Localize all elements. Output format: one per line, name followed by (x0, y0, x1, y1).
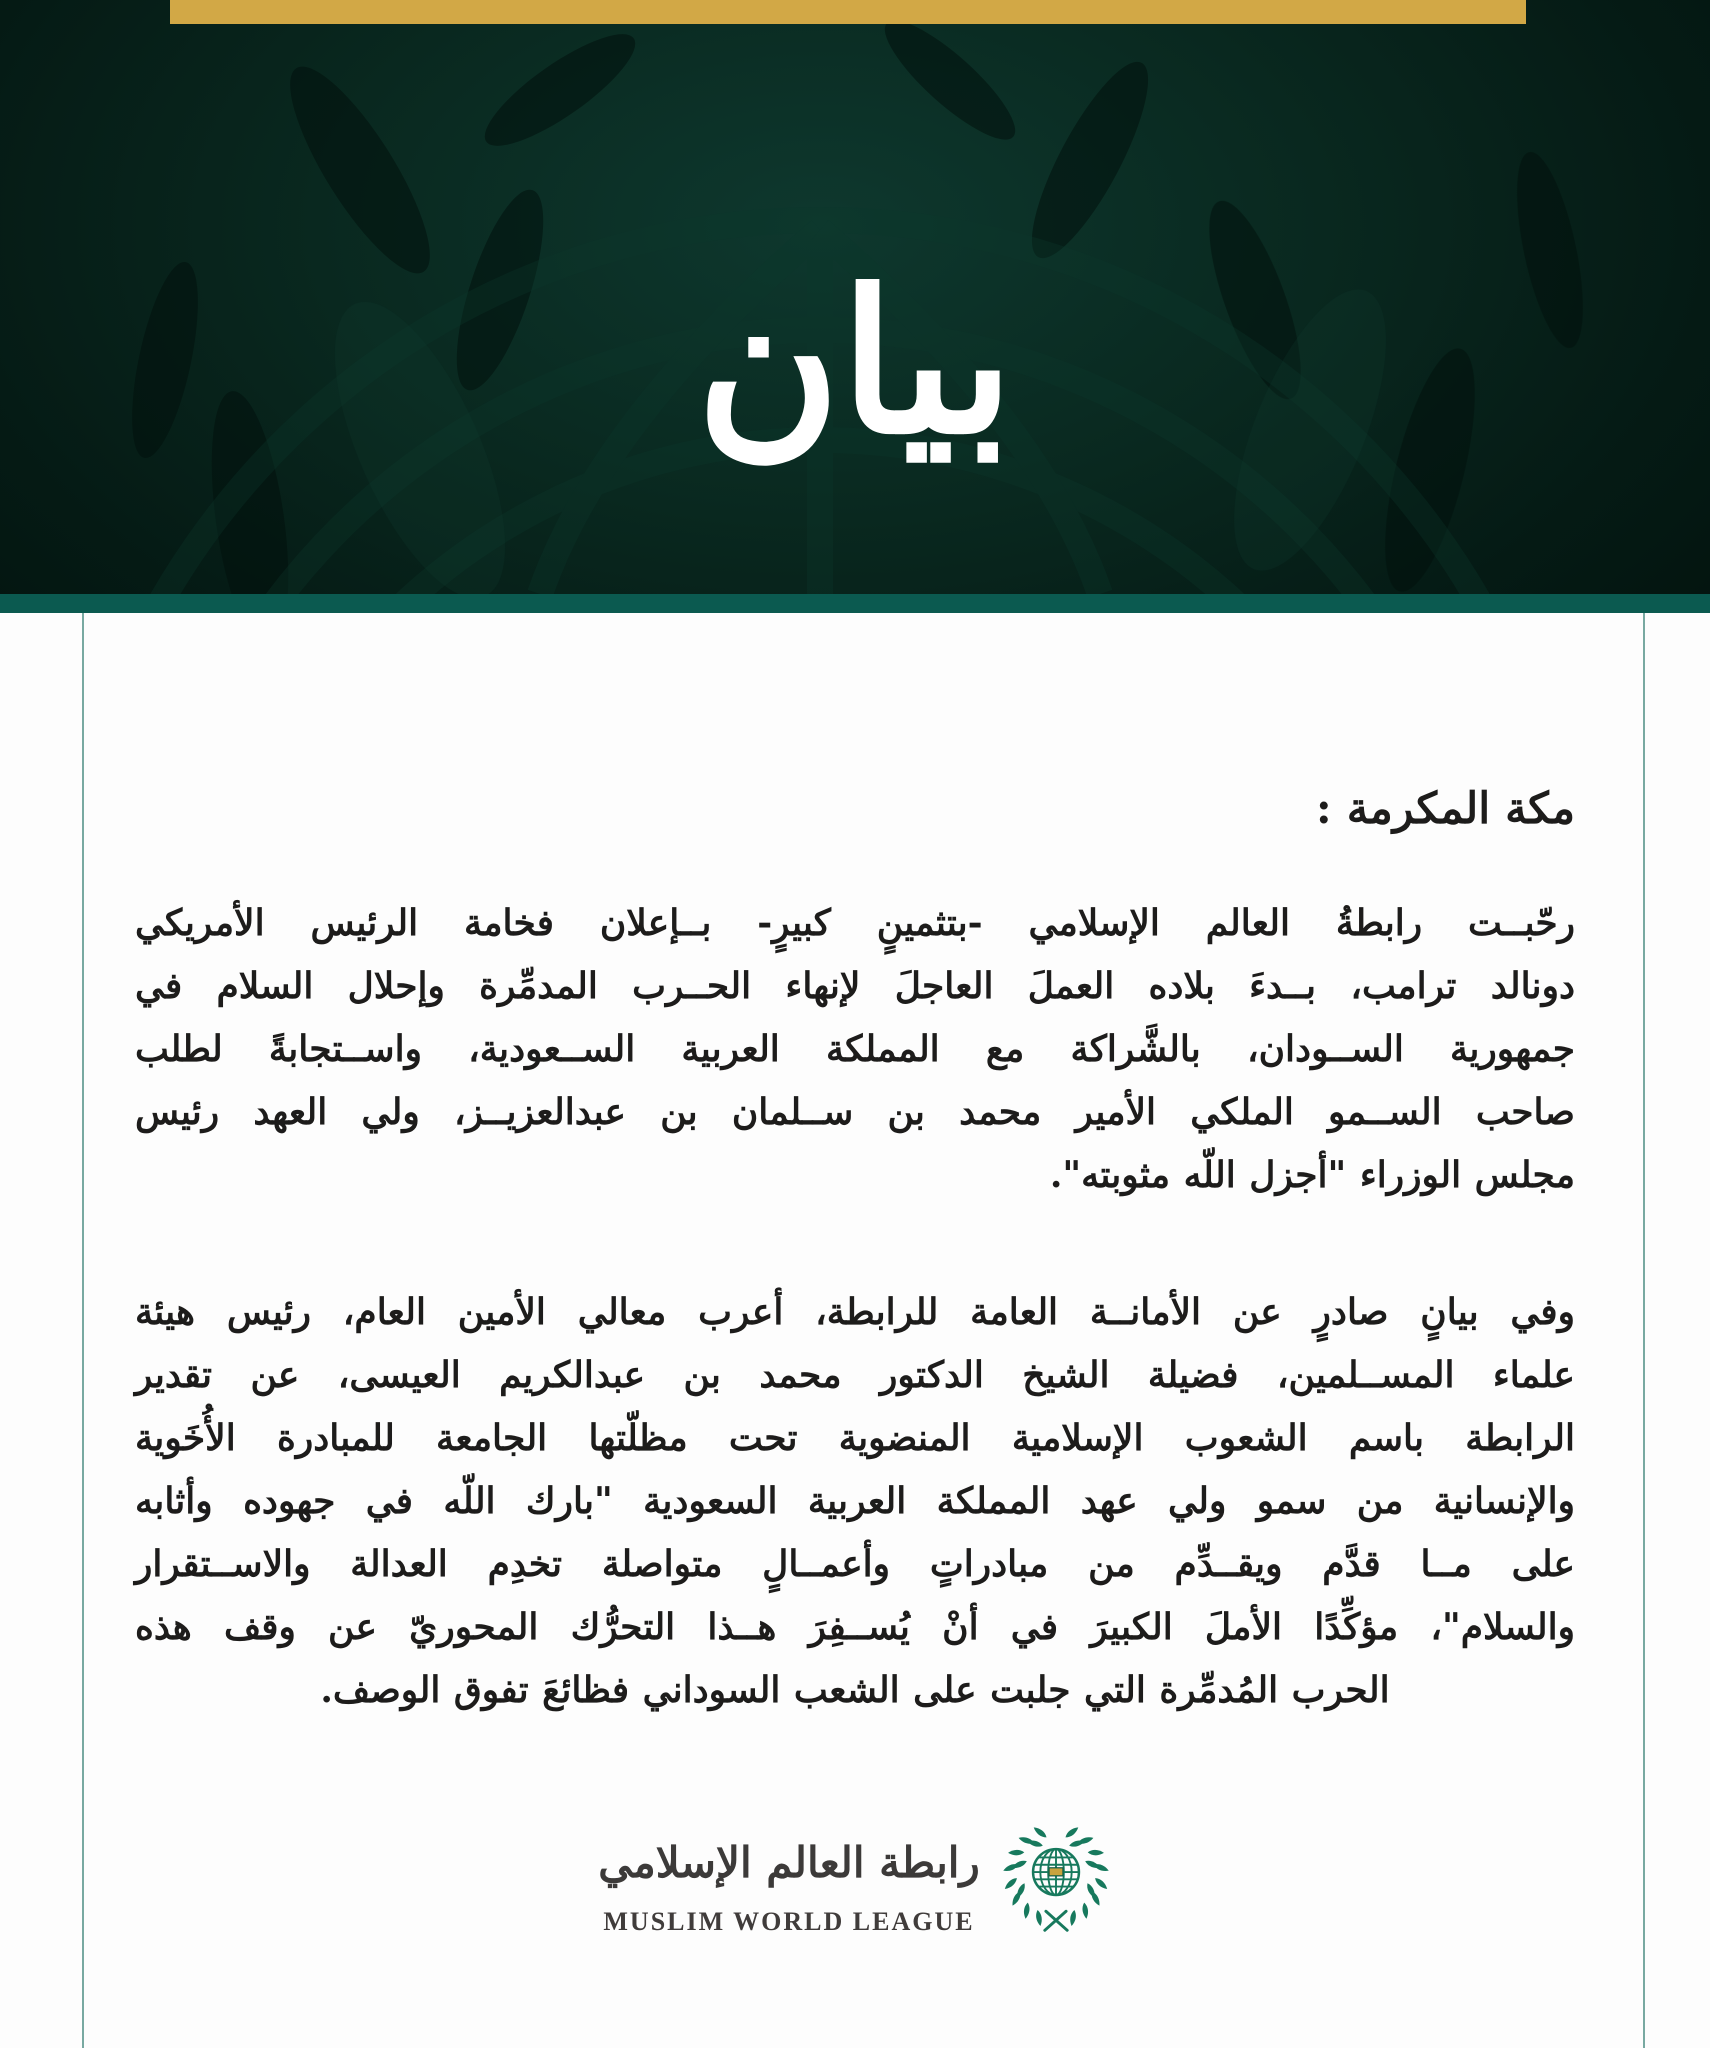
paragraph-line: الحرب المُدمِّرة التي جلبت على الشعب السوداني فظائعَ تفوق الوصف. (320, 1669, 1390, 1711)
header-banner (0, 0, 1710, 594)
gold-top-bar (170, 0, 1526, 24)
paragraph-line: رحّبــت رابطةُ العالم الإسلامي -بتثمينٍ كبيرٍ- بــإعلان فخامة الرئيس الأمريكي (135, 902, 1575, 944)
statement-title-calligraphy: بيان (696, 248, 1014, 478)
paragraph-2 (135, 1281, 1575, 1722)
paragraph-line: مجلس الوزراء "أجزل اللّه مثوبته". (1049, 1154, 1575, 1196)
paragraph-line: على مــا قدَّم ويقــدِّم من مبادراتٍ وأعمــالٍ متواصلة تخدِم العدالة والاســتقرار (135, 1543, 1575, 1585)
paragraph-line: دونالد ترامب، بــدءَ بلاده العملَ العاجلَ لإنهاء الحــرب المدمِّرة وإحلال السلام في (135, 965, 1575, 1007)
mwl-arabic-name: رابطة العالم الإسلامي (598, 1838, 980, 1887)
paragraph-line: صاحب الســمو الملكي الأمير محمد بن ســلمان بن عبدالعزيــز، ولي العهد رئيس (135, 1091, 1575, 1133)
paragraph-line: علماء المســلمين، فضيلة الشيخ الدكتور محمد بن عبدالكريم العيسى، عن تقدير (135, 1354, 1575, 1396)
statement-body (135, 782, 1575, 1722)
paragraph-line: جمهورية الســودان، بالشَّراكة مع المملكة العربية الســعودية، واســتجابةً لطلب (135, 1028, 1575, 1070)
mwl-logo-text (598, 1825, 980, 1937)
paragraph-line: وفي بيانٍ صادرٍ عن الأمانــة العامة للرابطة، أعرب معالي الأمين العام، رئيس هيئة (135, 1291, 1575, 1333)
location-heading: مكة المكرمة : (1315, 784, 1575, 834)
paragraph-1 (135, 892, 1575, 1207)
mwl-logo (0, 1822, 1710, 1940)
paragraph-line: والإنسانية من سمو ولي عهد المملكة العربية السعودية "بارك اللّه في جهوده وأثابه (135, 1480, 1575, 1522)
paragraph-line: والسلام"، مؤكِّدًا الأملَ الكبيرَ في أنْ يُســفِرَ هــذا التحرُّك المحوريّ عن وقف هذه (135, 1606, 1575, 1648)
wreath-globe-emblem-icon (1000, 1822, 1112, 1940)
kaaba-icon (1049, 1868, 1063, 1876)
mwl-english-name: MUSLIM WORLD LEAGUE (603, 1907, 975, 1936)
paragraph-line: الرابطة باسم الشعوب الإسلامية المنضوية تحت مظلّتها الجامعة للمبادرة الأُخَوية (135, 1417, 1575, 1459)
teal-divider-band (0, 594, 1710, 613)
